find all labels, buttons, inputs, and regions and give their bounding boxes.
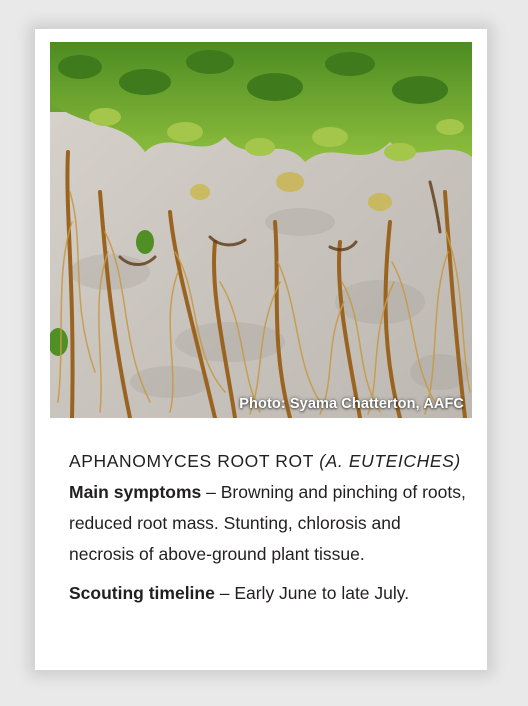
scouting-timeline-dash: – (214, 583, 235, 603)
plant-roots-illustration (50, 42, 472, 418)
main-symptoms-dash: – (201, 482, 221, 502)
main-symptoms (69, 477, 469, 570)
main-symptoms-label: Main symptoms (69, 482, 202, 502)
root-rot-photo (50, 42, 472, 418)
scouting-timeline (69, 578, 469, 609)
title-scientific: (A. EUTEICHES) (319, 451, 461, 471)
title-main: APHANOMYCES ROOT ROT (69, 451, 314, 471)
card-title (69, 446, 469, 477)
photo-credit: Photo: Syama Chatterton, AAFC (239, 396, 464, 412)
card-text (69, 446, 469, 609)
main-symptoms-text: Browning and pinching of roots, reduced root mass. Stunting, chlorosis and necrosis of above-ground plant tissue. (69, 482, 466, 564)
scouting-timeline-text: Early June to late July. (234, 583, 410, 603)
scouting-timeline-label: Scouting timeline (69, 583, 215, 603)
